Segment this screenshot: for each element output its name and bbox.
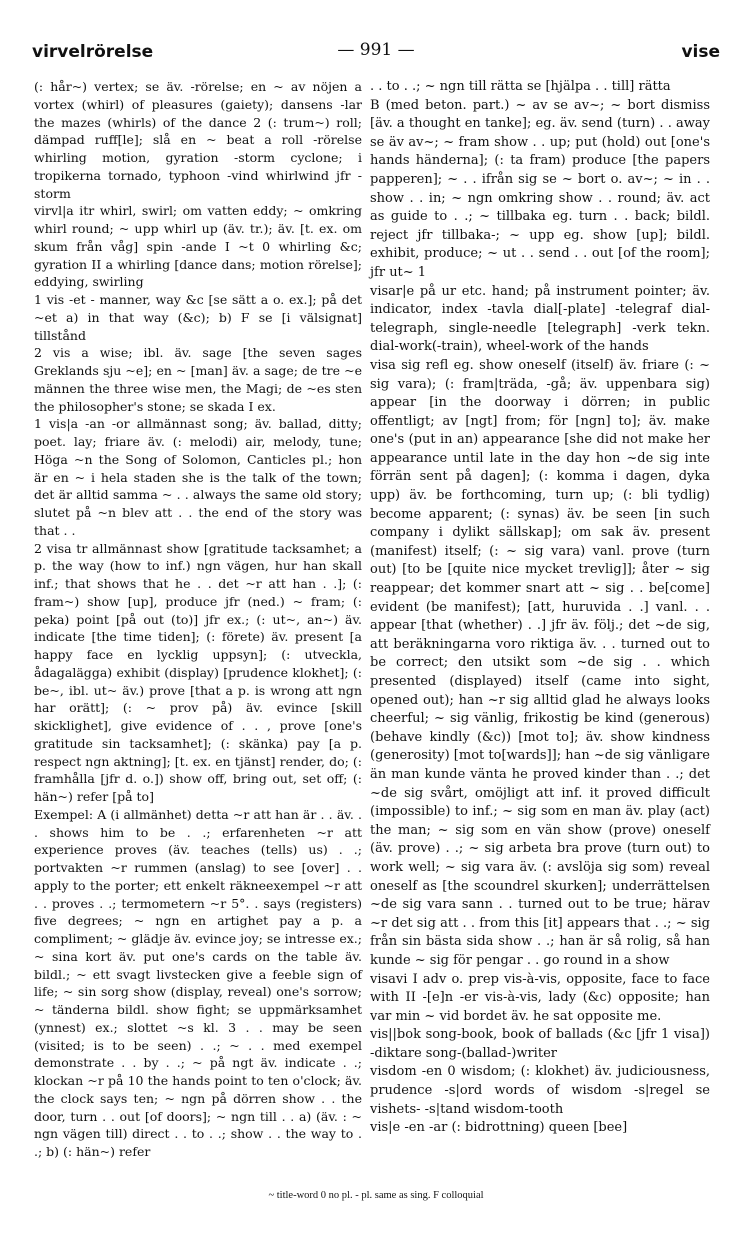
entry-paragraph: 2 visa tr allmännast show [gratitude tacksamhet; a p. the way (how to inf.) ngn vägen, hur han skall inf.; that shows that he . . det ~r att han . .]; (: fram~) show [up], produce jfr (ned.) ~ fram; (: peka) point [på out (to)] jfr ex.; (: ut~, an~) äv. indicate [the time tiden]; (: förete) äv. present [a happy face en lycklig uppsyn]; (: utveckla, ådagalägga) exhibit (display) [prudence klokhet]; (: be~, ibl. ut~ äv.) prove [that a p. is wrong att ngn har orätt]; (: ~ prov på) äv. evince [skill skicklighet], give evidence of . . , prove [one's gratitude sin tacksamhet]; (: skänka) pay [a p. respect ngn aktning]; [t. ex. en tjänst] render, do; (: framhålla [jfr d. o.]) show off, bring out, set off; (: hän~) refer [på to] [34, 540, 362, 804]
page-number: — 991 — [337, 40, 415, 60]
header-left-guideword: virvelrörelse [32, 42, 154, 62]
entry-paragraph: visdom -en 0 wisdom; (: klokhet) äv. judiciousness, prudence -s|ord words of wisdom -s|regel se vishets- -s|tand wisdom-tooth [370, 1064, 710, 1117]
entry-paragraph: 1 vis|a -an -or allmännast song; äv. ballad, ditty; poet. lay; friare äv. (: melodi) air, melody, tune; Höga ~n the Song of Solomon, Canticles pl.; hon är en ~ i hela staden she is the talk of the town; det är alltid samma ~ . . always the same old story; slutet på ~n blev att . . the end of the story was that . . [34, 416, 362, 538]
entry-paragraph: vis|e -en -ar (: bidrottning) queen [bee] [370, 1120, 628, 1136]
page-header [32, 40, 720, 64]
entry-paragraph: vis||bok song-book, book of ballads (&c [jfr 1 visa]) -diktare song-(ballad-)writer [370, 1027, 710, 1061]
entry-paragraph: B (med beton. part.) ~ av se av~; ~ bort dismiss [äv. a thought en tanke]; eg. äv. send (turn) . . away se äv av~; ~ fram show . . up; put (hold) out [one's hands händerna]; (: ta fram) produce [the papers papperen]; ~ . . ifrån sig se ~ bort o. av~; ~ in . . show . . in; ~ ngn omkring show . . round; äv. act as guide to . .; ~ tillbaka eg. turn . . back; bildl. reject jfr tillbaka-; ~ upp eg. show [up]; bildl. exhibit, produce; ~ ut . . send . . out [of the room]; jfr ut~ 1 [370, 97, 710, 280]
entry-paragraph: virvl|a itr whirl, swirl; om vatten eddy; ~ omkring whirl round; ~ upp whirl up (äv. tr.); äv. [t. ex. om skum från våg] spin -ande I ~t 0 whirling &c; gyration II a whirling [dance dans; motion rörelse]; eddying, swirling [34, 203, 362, 290]
entry-paragraph: (: hår~) vertex; se äv. -rörelse; en ~ av nöjen a vortex (whirl) of pleasures (gaiety); dansens -lar the mazes (whirls) of the dance 2 (: trum~) roll; dämpad ruff[le]; slå en ~ beat a roll -rörelse whirling motion, gyration -storm cyclone; i tropikerna tornado, typhoon -vind whirlwind jfr -storm [34, 79, 362, 201]
entry-paragraph: visavi I adv o. prep vis-à-vis, opposite, face to face with II -[e]n -er vis-à-vis, lady (&c) opposite; han var min ~ vid bordet äv. he sat opposite me. [370, 971, 710, 1024]
entry-paragraph: 2 vis a wise; ibl. äv. sage [the seven sages Greklands sju ~e]; en ~ [man] äv. a sage; de tre ~e männen the three wise men, the Magi; de ~es sten the philosopher's stone; se skada I ex. [34, 345, 362, 414]
header-right-guideword: vise [681, 42, 720, 62]
entry-paragraph: 1 vis -et - manner, way &c [se sätt a o. ex.]; på det ~et a) in that way (&c); b) F se [i välsignat] tillstånd [34, 292, 362, 343]
page-footer-legend: ~ title-word 0 no pl. - pl. same as sing. F colloquial [268, 1190, 484, 1201]
entry-paragraph: visa sig refl eg. show oneself (itself) äv. friare (: ~ sig vara); (: fram|träda, -gå; äv. uppenbara sig) appear [in the doorway i dörren; in public offentligt; av [ngt] from; för [ngn] to]; äv. make one's (put in an) appearance [she did not make her appearance until late in the day hon ~de sig inte förrän sent på dagen]; (: komma i dagen, dyka upp) äv. be forthcoming, turn up; (: bli tydlig) become apparent; (: synas) äv. be seen [in such company i dylikt sällskap]; om sak äv. present (manifest) itself; (: ~ sig vara) vanl. prove (turn out) [to be [quite nice mycket trevlig]]; åter ~ sig reappear; det kommer snart att ~ sig . . be[come] evident (be manifest); [att, huruvida . .] vanl. . . appear [that (whether) . .] jfr äv. följ.; det ~de sig, att beräkningarna voro riktiga äv. . . turned out to be correct; den utsikt som ~de sig . . which presented (displayed) itself (came into sight, opened out); han ~r sig alltid glad he always looks cheerful; ~ sig vänlig, frikostig be kind (generous) (behave kindly (&c)) [mot to]; äv. show kindness (generosity) [mot to[wards]]; han ~de sig vänligare än man kunde vänta he proved kinder than . .; det ~de sig svårt, omöjligt att inf. it proved difficult (impossible) to inf.; ~ sig som en man äv. play (act) the man; ~ sig som en vän show (prove) oneself (äv. prove) . .; ~ sig arbeta bra prove (turn out) to work well; ~ sig vara äv. (: avslöja sig som) reveal oneself as [the scoundrel skurken]; underrättelsen ~de sig vara sann . . turned out to be true; härav ~r det sig att . . from this [it] appears that . .; ~ sig från sin bästa sida show . .; han är så rolig, så han kunde ~ sig för pengar . . go round in a show [370, 357, 710, 968]
entry-paragraph: . . to . .; ~ ngn till rätta se [hjälpa . . till] rätta [370, 79, 671, 94]
right-column [370, 78, 710, 1138]
entry-paragraph: Exempel: A (i allmänhet) detta ~r att han är . . äv. . . shows him to be . .; erfarenheten ~r att experience proves (äv. teaches (tells) us) . .; portvakten ~r rummen (anslag) to see [over] . . apply to the porter; ett enkelt räkneexempel ~r att . . proves . .; termometern ~r 5°. . says (registers) five degrees; ~ ngn en artighet pay a p. a compliment; ~ glädje äv. evince joy; se intresse ex.; ~ sina kort äv. put one's cards on the table äv. bildl.; ~ ett svagt livstecken give a feeble sign of life; ~ sin sorg show (display, reveal) one's sorrow; ~ tänderna bildl. show fight; se uppmärksamhet (ynnest) ex.; slottet ~s kl. 3 . . may be seen (visited; is to be seen) . .; ~ . . med exempel demonstrate . . by . .; ~ på ngt äv. indicate . .; klockan ~r på 10 the hands point to ten o'clock; äv. the clock says ten; ~ ngn på dörren show . . the door, turn . . out [of doors]; ~ ngn till . . a) (äv. : ~ ngn vägen till) direct . . to . .; show . . the way to . .; b) (: hän~) refer [34, 806, 362, 1159]
entry-paragraph: visar|e på ur etc. hand; på instrument pointer; äv. indicator, index -tavla dial[-plate] -telegraf dial-telegraph, single-needle [telegraph] -verk tekn. dial-work(-train), wheel-work of the hands [370, 283, 710, 355]
left-column [34, 78, 362, 1161]
